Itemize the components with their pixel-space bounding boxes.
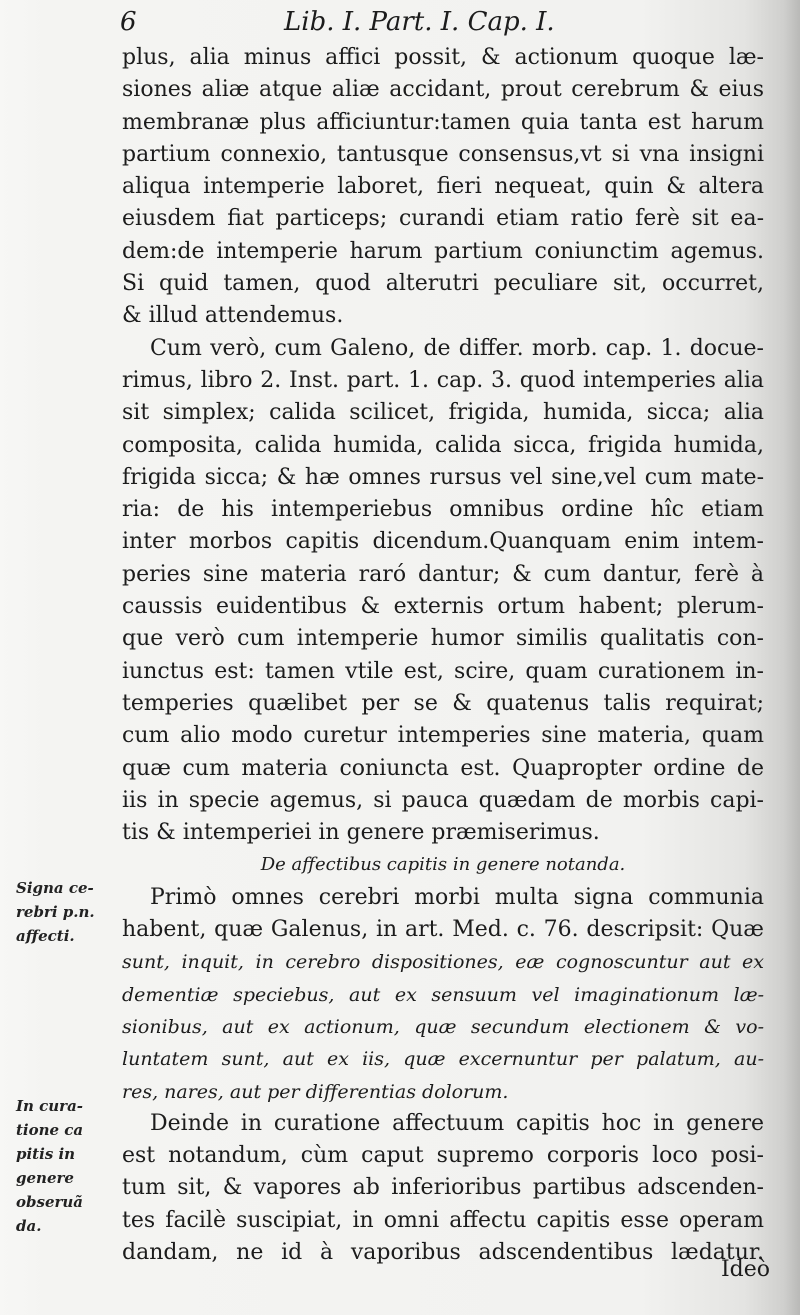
text-line: rimus, libro 2. Inst. part. 1. cap. 3. quod intemperies alia	[122, 367, 764, 393]
text-line: Deinde in curatione affectuum capitis hoc in genere	[150, 1110, 764, 1136]
text-line: partium connexio, tantusque consensus,vt si vna insigni	[122, 141, 764, 167]
text-line: sionibus, aut ex actionum, quæ secundum electionem & vo-	[122, 1015, 764, 1038]
text-line: sit simplex; calida scilicet, frigida, humida, sicca; alia	[122, 400, 764, 426]
text-line: ria: de his intemperiebus omnibus ordine hîc etiam	[122, 497, 764, 523]
text-line: sunt, inquit, in cerebro dispositiones, eæ cognoscuntur aut ex	[122, 951, 764, 974]
running-header	[120, 4, 720, 40]
text-line: que verò cum intemperie humor similis qualitatis con-	[122, 626, 764, 652]
text-line: cum alio modo curetur intemperies sine materia, quam	[122, 723, 764, 749]
text-line: caussis euidentibus & externis ortum habent; plerum-	[122, 594, 764, 620]
text-line: De affectibus capitis in genere notanda.	[260, 854, 626, 876]
text-line: & illud attendemus.	[122, 303, 344, 329]
margin-note-line: In cura-	[16, 1097, 84, 1115]
text-line: dementiæ speciebus, aut ex sensuum vel imaginationum læ-	[122, 983, 764, 1006]
text-line: peries sine materia raró dantur; & cum dantur, ferè à	[122, 561, 764, 587]
text-line: habent, quæ Galenus, in art. Med. c. 76. descripsit: Quæ	[122, 917, 764, 943]
text-line: res, nares, aut per differentias dolorum.	[122, 1080, 509, 1103]
running-title: Lib. I. Part. I. Cap. I.	[284, 7, 555, 37]
main-text-block	[122, 42, 764, 1269]
margin-note-line: genere	[16, 1169, 74, 1187]
text-line: tum sit, & vapores ab inferioribus partibus adscenden-	[122, 1175, 764, 1201]
margin-note-line: obseruã	[16, 1193, 84, 1211]
text-line: iunctus est: tamen vtile est, scire, quam curationem in-	[122, 658, 764, 684]
text-line: plus, alia minus affici possit, & actionum quoque læ-	[122, 45, 764, 70]
text-line: temperies quælibet per se & quatenus talis requirat;	[122, 690, 764, 716]
text-line: est notandum, cùm caput supremo corporis loco posi-	[122, 1143, 764, 1169]
text-line: siones aliæ atque aliæ accidant, prout cerebrum & eius	[122, 77, 764, 103]
text-line: composita, calida humida, calida sicca, frigida humida,	[122, 432, 764, 458]
text-line: eiusdem fiat particeps; curandi etiam ratio ferè sit ea-	[122, 206, 764, 232]
text-line: luntatem sunt, aut ex iis, quæ excernuntur per palatum, au-	[122, 1048, 764, 1071]
text-line: tis & intemperiei in genere præmiserimus.	[122, 820, 600, 846]
page-number: 6	[120, 7, 137, 37]
text-line: dandam, ne id à vaporibus adscendentibus lædatur.	[122, 1239, 764, 1265]
margin-note-curatione	[16, 1094, 116, 1238]
text-line: Si quid tamen, quod alterutri peculiare sit, occurret,	[122, 271, 764, 297]
text-line: Primò omnes cerebri morbi multa signa communia	[150, 884, 764, 910]
margin-note-line: Signa ce-	[16, 879, 94, 897]
text-line: iis in specie agemus, si pauca quædam de morbis capi-	[122, 787, 764, 813]
text-line: tes facilè suscipiat, in omni affectu capitis esse operam	[122, 1207, 764, 1233]
margin-note-line: affecti.	[16, 927, 75, 945]
text-line: Cum verò, cum Galeno, de differ. morb. cap. 1. docue-	[150, 335, 764, 361]
text-line: dem:de intemperie harum partium coniunctim agemus.	[122, 238, 764, 264]
margin-note-line: da.	[16, 1217, 42, 1235]
text-line: inter morbos capitis dicendum.Quanquam enim intem-	[122, 529, 764, 555]
text-line: frigida sicca; & hæ omnes rursus vel sine,vel cum mate-	[122, 464, 764, 490]
text-line: quæ cum materia coniuncta est. Quapropter ordine de	[122, 755, 764, 781]
margin-note-line: pitis in	[16, 1145, 76, 1163]
catchword: Ideò	[720, 1257, 770, 1282]
margin-note-line: tione ca	[16, 1121, 84, 1139]
margin-note-line: rebri p.n.	[16, 903, 95, 921]
margin-note-signa	[16, 876, 116, 948]
text-line: membranæ plus afficiuntur:tamen quia tanta est harum	[122, 109, 764, 135]
text-line: aliqua intemperie laboret, fieri nequeat, quin & altera	[122, 174, 764, 200]
